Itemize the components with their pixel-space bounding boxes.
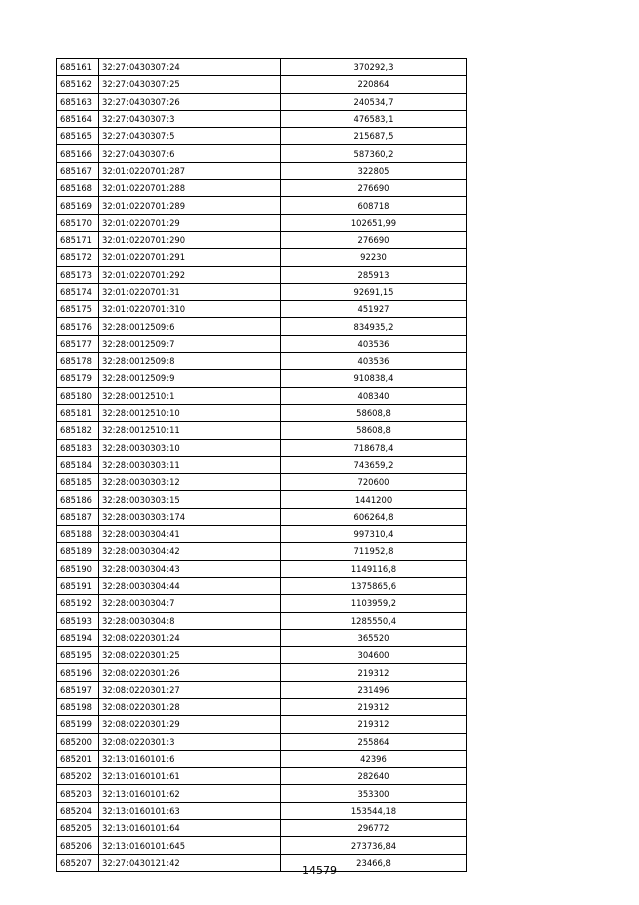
- cadastral-code-cell: 32:27:0430307:26: [99, 93, 281, 110]
- value-cell: 720600: [281, 474, 467, 491]
- table-row: [57, 612, 467, 629]
- row-number-cell: 685175: [57, 301, 99, 318]
- row-number-cell: 685176: [57, 318, 99, 335]
- row-number-cell: 685199: [57, 716, 99, 733]
- table-row: [57, 110, 467, 127]
- value-cell: 587360,2: [281, 145, 467, 162]
- cadastral-code-cell: 32:01:0220701:287: [99, 162, 281, 179]
- row-number-cell: 685183: [57, 439, 99, 456]
- cadastral-code-cell: 32:01:0220701:291: [99, 249, 281, 266]
- row-number-cell: 685161: [57, 59, 99, 76]
- row-number-cell: 685205: [57, 820, 99, 837]
- value-cell: 231496: [281, 681, 467, 698]
- table-row: [57, 820, 467, 837]
- row-number-cell: 685202: [57, 768, 99, 785]
- value-cell: 255864: [281, 733, 467, 750]
- row-number-cell: 685191: [57, 577, 99, 594]
- table-row: [57, 422, 467, 439]
- value-cell: 743659,2: [281, 456, 467, 473]
- value-cell: 403536: [281, 353, 467, 370]
- value-cell: 58608,8: [281, 422, 467, 439]
- value-cell: 997310,4: [281, 526, 467, 543]
- cadastral-code-cell: 32:28:0030304:8: [99, 612, 281, 629]
- cadastral-code-cell: 32:28:0012510:11: [99, 422, 281, 439]
- value-cell: 219312: [281, 664, 467, 681]
- table-row: [57, 750, 467, 767]
- value-cell: 718678,4: [281, 439, 467, 456]
- table-row: [57, 595, 467, 612]
- table-row: [57, 249, 467, 266]
- cadastral-code-cell: 32:27:0430307:3: [99, 110, 281, 127]
- cadastral-code-cell: 32:28:0030303:10: [99, 439, 281, 456]
- registry-table-body: [57, 59, 467, 872]
- value-cell: 219312: [281, 716, 467, 733]
- cadastral-code-cell: 32:01:0220701:31: [99, 283, 281, 300]
- cadastral-code-cell: 32:08:0220301:3: [99, 733, 281, 750]
- table-row: [57, 318, 467, 335]
- row-number-cell: 685190: [57, 560, 99, 577]
- value-cell: 353300: [281, 785, 467, 802]
- value-cell: 240534,7: [281, 93, 467, 110]
- table-row: [57, 474, 467, 491]
- table-row: [57, 335, 467, 352]
- row-number-cell: 685179: [57, 370, 99, 387]
- table-row: [57, 266, 467, 283]
- cadastral-code-cell: 32:28:0030304:43: [99, 560, 281, 577]
- cadastral-code-cell: 32:28:0030303:12: [99, 474, 281, 491]
- registry-table: [56, 58, 467, 872]
- row-number-cell: 685188: [57, 526, 99, 543]
- table-row: [57, 370, 467, 387]
- cadastral-code-cell: 32:01:0220701:288: [99, 180, 281, 197]
- cadastral-code-cell: 32:08:0220301:26: [99, 664, 281, 681]
- row-number-cell: 685167: [57, 162, 99, 179]
- row-number-cell: 685165: [57, 128, 99, 145]
- value-cell: 273736,84: [281, 837, 467, 854]
- table-row: [57, 404, 467, 421]
- row-number-cell: 685169: [57, 197, 99, 214]
- table-row: [57, 698, 467, 715]
- cadastral-code-cell: 32:27:0430307:24: [99, 59, 281, 76]
- table-row: [57, 387, 467, 404]
- table-row: [57, 283, 467, 300]
- table-row: [57, 716, 467, 733]
- row-number-cell: 685201: [57, 750, 99, 767]
- value-cell: 42396: [281, 750, 467, 767]
- value-cell: 296772: [281, 820, 467, 837]
- value-cell: 92691,15: [281, 283, 467, 300]
- cadastral-code-cell: 32:13:0160101:62: [99, 785, 281, 802]
- row-number-cell: 685180: [57, 387, 99, 404]
- table-row: [57, 768, 467, 785]
- row-number-cell: 685207: [57, 854, 99, 871]
- table-row: [57, 543, 467, 560]
- table-row: [57, 785, 467, 802]
- cadastral-code-cell: 32:28:0012510:10: [99, 404, 281, 421]
- table-row: [57, 76, 467, 93]
- row-number-cell: 685182: [57, 422, 99, 439]
- cadastral-code-cell: 32:13:0160101:61: [99, 768, 281, 785]
- value-cell: 102651,99: [281, 214, 467, 231]
- row-number-cell: 685181: [57, 404, 99, 421]
- value-cell: 304600: [281, 647, 467, 664]
- table-row: [57, 526, 467, 543]
- value-cell: 23466,8: [281, 854, 467, 871]
- cadastral-code-cell: 32:13:0160101:63: [99, 802, 281, 819]
- value-cell: 910838,4: [281, 370, 467, 387]
- table-row: [57, 802, 467, 819]
- row-number-cell: 685203: [57, 785, 99, 802]
- table-row: [57, 508, 467, 525]
- value-cell: 834935,2: [281, 318, 467, 335]
- row-number-cell: 685186: [57, 491, 99, 508]
- value-cell: 711952,8: [281, 543, 467, 560]
- value-cell: 365520: [281, 629, 467, 646]
- value-cell: 276690: [281, 180, 467, 197]
- table-row: [57, 837, 467, 854]
- row-number-cell: 685168: [57, 180, 99, 197]
- table-row: [57, 439, 467, 456]
- table-row: [57, 353, 467, 370]
- table-row: [57, 180, 467, 197]
- table-row: [57, 301, 467, 318]
- value-cell: 1103959,2: [281, 595, 467, 612]
- value-cell: 1285550,4: [281, 612, 467, 629]
- page-number: 14579: [302, 864, 337, 877]
- row-number-cell: 685200: [57, 733, 99, 750]
- value-cell: 58608,8: [281, 404, 467, 421]
- cadastral-code-cell: 32:01:0220701:292: [99, 266, 281, 283]
- table-row: [57, 560, 467, 577]
- value-cell: 408340: [281, 387, 467, 404]
- table-row: [57, 456, 467, 473]
- table-row: [57, 629, 467, 646]
- cadastral-code-cell: 32:28:0012510:1: [99, 387, 281, 404]
- cadastral-code-cell: 32:28:0012509:7: [99, 335, 281, 352]
- cadastral-code-cell: 32:28:0030304:7: [99, 595, 281, 612]
- value-cell: 285913: [281, 266, 467, 283]
- value-cell: 1441200: [281, 491, 467, 508]
- value-cell: 370292,3: [281, 59, 467, 76]
- row-number-cell: 685197: [57, 681, 99, 698]
- cadastral-code-cell: 32:28:0012509:8: [99, 353, 281, 370]
- cadastral-code-cell: 32:08:0220301:25: [99, 647, 281, 664]
- cadastral-code-cell: 32:27:0430307:6: [99, 145, 281, 162]
- row-number-cell: 685187: [57, 508, 99, 525]
- value-cell: 1375865,6: [281, 577, 467, 594]
- row-number-cell: 685174: [57, 283, 99, 300]
- value-cell: 451927: [281, 301, 467, 318]
- cadastral-code-cell: 32:08:0220301:29: [99, 716, 281, 733]
- value-cell: 608718: [281, 197, 467, 214]
- value-cell: 1149116,8: [281, 560, 467, 577]
- row-number-cell: 685172: [57, 249, 99, 266]
- row-number-cell: 685189: [57, 543, 99, 560]
- cadastral-code-cell: 32:28:0030303:11: [99, 456, 281, 473]
- row-number-cell: 685163: [57, 93, 99, 110]
- cadastral-code-cell: 32:08:0220301:27: [99, 681, 281, 698]
- value-cell: 476583,1: [281, 110, 467, 127]
- value-cell: 403536: [281, 335, 467, 352]
- row-number-cell: 685184: [57, 456, 99, 473]
- value-cell: 215687,5: [281, 128, 467, 145]
- value-cell: 276690: [281, 231, 467, 248]
- row-number-cell: 685178: [57, 353, 99, 370]
- row-number-cell: 685194: [57, 629, 99, 646]
- table-row: [57, 491, 467, 508]
- row-number-cell: 685177: [57, 335, 99, 352]
- table-row: [57, 59, 467, 76]
- row-number-cell: 685173: [57, 266, 99, 283]
- row-number-cell: 685164: [57, 110, 99, 127]
- table-row: [57, 664, 467, 681]
- value-cell: 220864: [281, 76, 467, 93]
- table-row: [57, 647, 467, 664]
- row-number-cell: 685204: [57, 802, 99, 819]
- row-number-cell: 685162: [57, 76, 99, 93]
- cadastral-code-cell: 32:28:0030303:15: [99, 491, 281, 508]
- row-number-cell: 685185: [57, 474, 99, 491]
- cadastral-code-cell: 32:01:0220701:289: [99, 197, 281, 214]
- cadastral-code-cell: 32:28:0030304:44: [99, 577, 281, 594]
- row-number-cell: 685195: [57, 647, 99, 664]
- cadastral-code-cell: 32:27:0430121:42: [99, 854, 281, 871]
- cadastral-code-cell: 32:27:0430307:25: [99, 76, 281, 93]
- row-number-cell: 685171: [57, 231, 99, 248]
- value-cell: 219312: [281, 698, 467, 715]
- cadastral-code-cell: 32:01:0220701:290: [99, 231, 281, 248]
- cadastral-code-cell: 32:13:0160101:6: [99, 750, 281, 767]
- cadastral-code-cell: 32:01:0220701:29: [99, 214, 281, 231]
- cadastral-code-cell: 32:28:0012509:9: [99, 370, 281, 387]
- table-row: [57, 128, 467, 145]
- table-row: [57, 733, 467, 750]
- cadastral-code-cell: 32:28:0030304:42: [99, 543, 281, 560]
- row-number-cell: 685193: [57, 612, 99, 629]
- cadastral-code-cell: 32:13:0160101:645: [99, 837, 281, 854]
- table-row: [57, 231, 467, 248]
- cadastral-code-cell: 32:28:0030303:174: [99, 508, 281, 525]
- value-cell: 606264,8: [281, 508, 467, 525]
- cadastral-code-cell: 32:27:0430307:5: [99, 128, 281, 145]
- row-number-cell: 685206: [57, 837, 99, 854]
- table-row: [57, 145, 467, 162]
- value-cell: 322805: [281, 162, 467, 179]
- cadastral-code-cell: 32:13:0160101:64: [99, 820, 281, 837]
- row-number-cell: 685170: [57, 214, 99, 231]
- table-row: [57, 93, 467, 110]
- value-cell: 92230: [281, 249, 467, 266]
- table-row: [57, 162, 467, 179]
- cadastral-code-cell: 32:08:0220301:24: [99, 629, 281, 646]
- row-number-cell: 685192: [57, 595, 99, 612]
- row-number-cell: 685166: [57, 145, 99, 162]
- table-row: [57, 681, 467, 698]
- table-row: [57, 214, 467, 231]
- cadastral-code-cell: 32:08:0220301:28: [99, 698, 281, 715]
- cadastral-code-cell: 32:01:0220701:310: [99, 301, 281, 318]
- cadastral-code-cell: 32:28:0030304:41: [99, 526, 281, 543]
- value-cell: 282640: [281, 768, 467, 785]
- table-row: [57, 577, 467, 594]
- row-number-cell: 685198: [57, 698, 99, 715]
- value-cell: 153544,18: [281, 802, 467, 819]
- row-number-cell: 685196: [57, 664, 99, 681]
- cadastral-code-cell: 32:28:0012509:6: [99, 318, 281, 335]
- table-row: [57, 197, 467, 214]
